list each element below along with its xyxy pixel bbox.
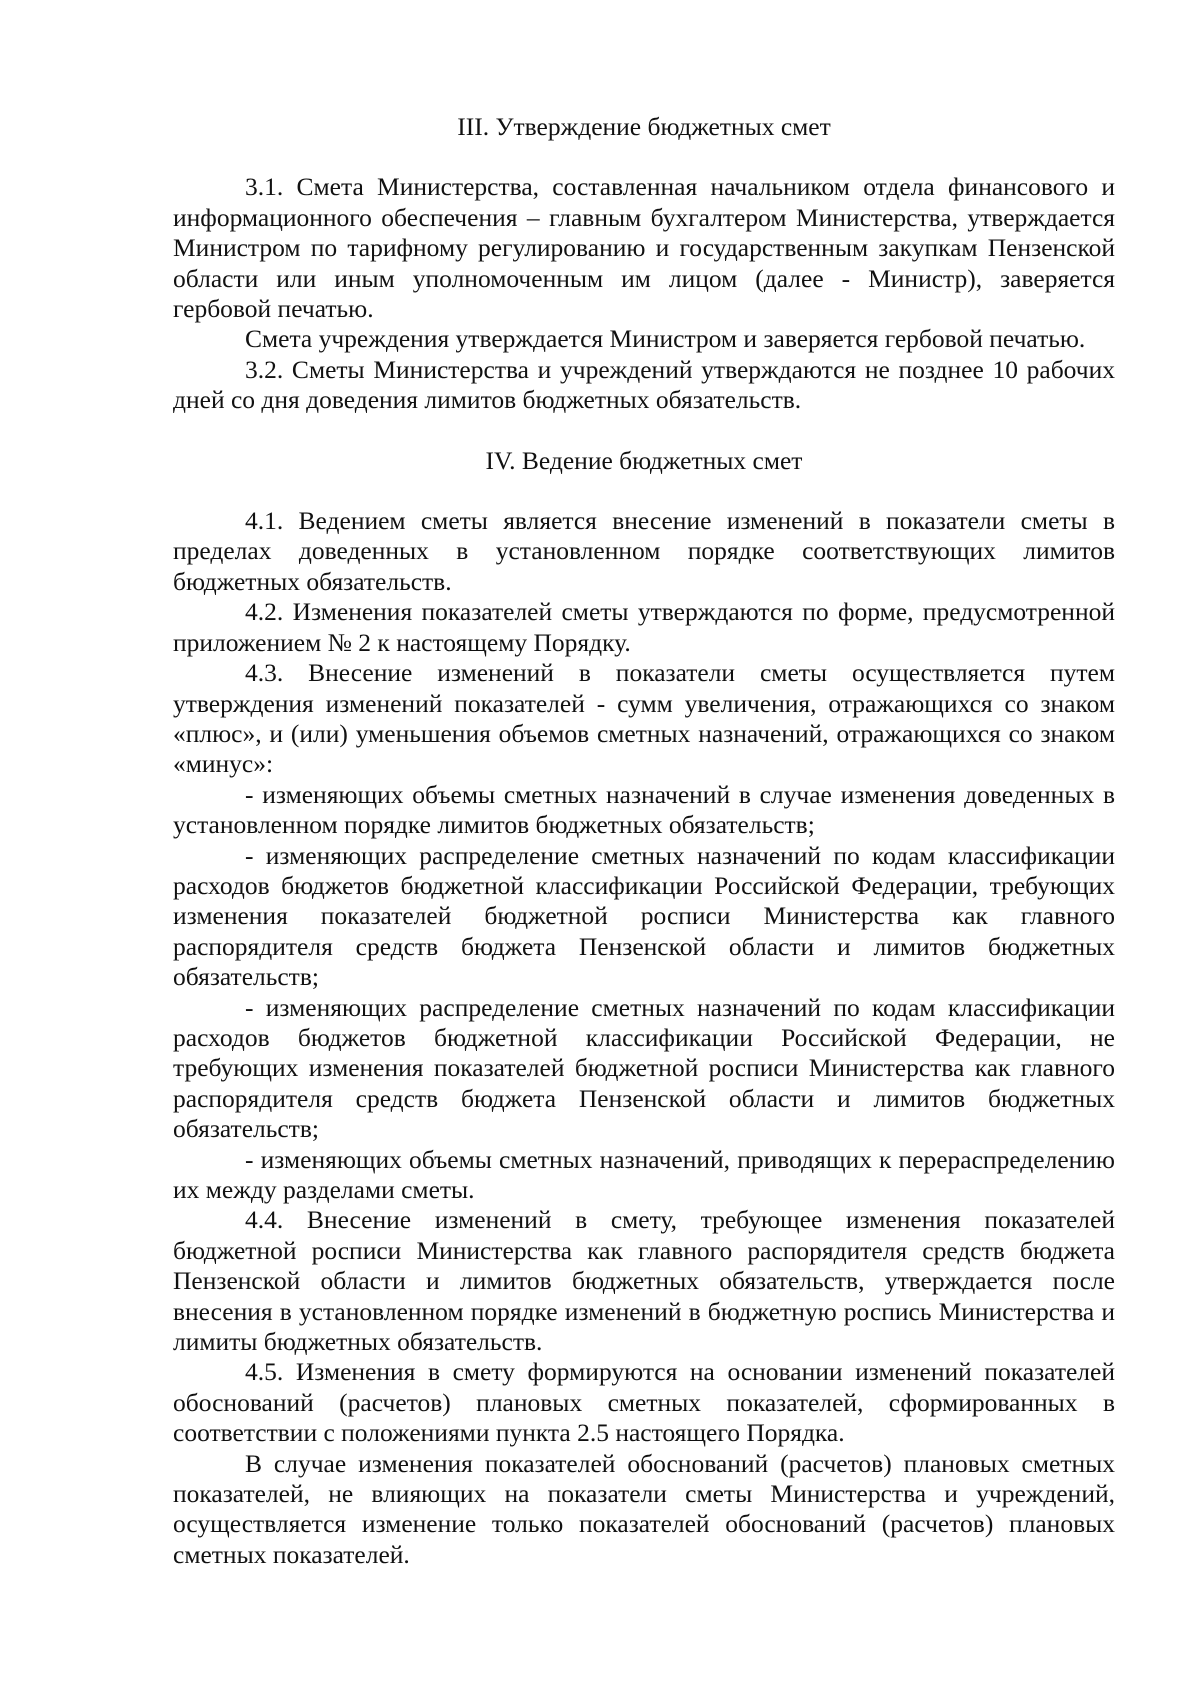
section-4-heading: IV. Ведение бюджетных смет — [485, 445, 803, 475]
paragraph-3-2: 3.2. Сметы Министерства и учреждений утверждаются не позднее 10 рабочих дней со дня доведения лимитов бюджетных обязательств. — [173, 354, 1115, 415]
paragraph-3-1-seal: Смета учреждения утверждается Министром и заверяется гербовой печатью. — [245, 324, 1086, 354]
list-item-4-3-a: - изменяющих объемы сметных назначений в случае изменения доведенных в установленном порядке лимитов бюджетных обязательств; — [173, 779, 1115, 840]
paragraph-4-2: 4.2. Изменения показателей сметы утверждаются по форме, предусмотренной приложением № 2 к настоящему Порядку. — [173, 597, 1115, 657]
list-item-4-3-d: - изменяющих объемы сметных назначений, приводящих к перераспределению их между разделами сметы. — [173, 1144, 1115, 1204]
section-3-heading: III. Утверждение бюджетных смет — [457, 112, 831, 141]
paragraph-4-4: 4.4. Внесение изменений в смету, требующее изменения показателей бюджетной росписи Министерства как главного распорядителя средств бюджета Пензенской области и лимитов бюджетных обязательств, утверждается после внесения в установленном порядке изменений в бюджетную роспись Министерства и лимиты бюджетных обязательств. — [173, 1205, 1115, 1357]
paragraph-3-1: 3.1. Смета Министерства, составленная начальником отдела финансового и информационного обеспечения – главным бухгалтером Министерства, утверждается Министром по тарифному регулированию и государственным закупкам Пензенской области или иным уполномоченным им лицом (далее - Министр), заверяется гербовой печатью. — [173, 172, 1115, 324]
list-item-4-3-b: - изменяющих распределение сметных назначений по кодам классификации расходов бюджетов бюджетной классификации Российской Федерации, требующих изменения показателей бюджетной росписи Министерства как главного распорядителя средств бюджета Пензенской области и лимитов бюджетных обязательств; — [173, 840, 1115, 992]
paragraph-4-5: 4.5. Изменения в смету формируются на основании изменений показателей обоснований (расчетов) плановых сметных показателей, сформированных в соответствии с положениями пункта 2.5 настоящего Порядка. — [173, 1357, 1115, 1448]
document-page — [173, 112, 1115, 1570]
paragraph-4-1: 4.1. Ведением сметы является внесение изменений в показатели сметы в пределах доведенных в установленном порядке соответствующих лимитов бюджетных обязательств. — [173, 506, 1115, 596]
paragraph-4-5-note: В случае изменения показателей обоснований (расчетов) плановых сметных показателей, не влияющих на показатели сметы Министерства и учреждений, осуществляется изменение только показателей обоснований (расчетов) плановых сметных показателей. — [173, 1448, 1115, 1569]
paragraph-4-3: 4.3. Внесение изменений в показатели сметы осуществляется путем утверждения изменений показателей - сумм увеличения, отражающихся со знаком «плюс», и (или) уменьшения объемов сметных назначений, отражающихся со знаком «минус»: — [173, 658, 1115, 779]
list-item-4-3-c: - изменяющих распределение сметных назначений по кодам классификации расходов бюджетов бюджетной классификации Российской Федерации, не требующих изменения показателей бюджетной росписи Министерства как главного распорядителя средств бюджета Пензенской области и лимитов бюджетных обязательств; — [173, 992, 1115, 1144]
